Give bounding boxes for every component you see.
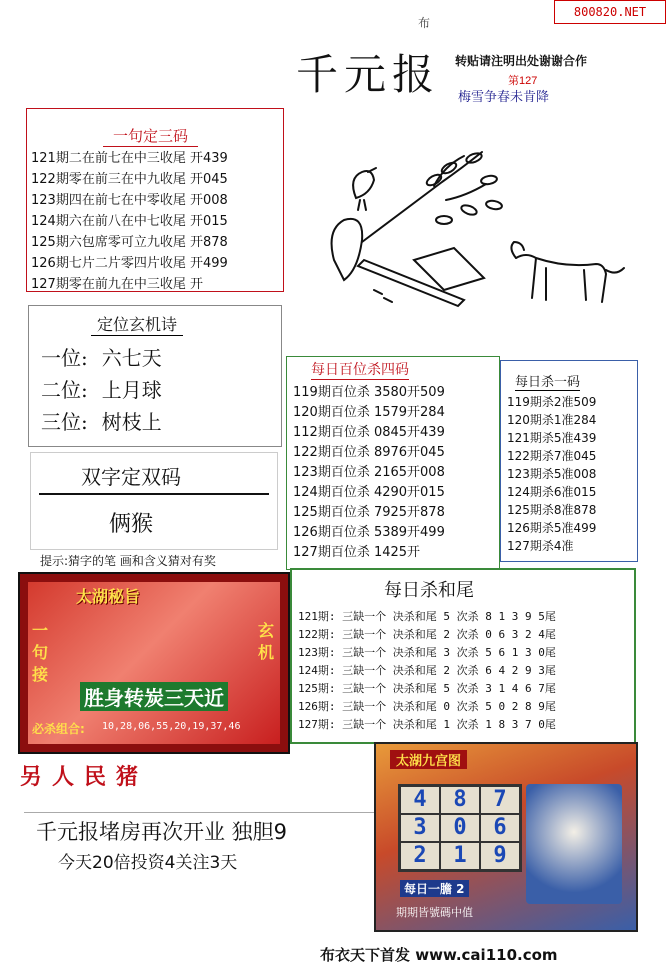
yiju-row: 127期零在前九在中三收尾 开 — [31, 277, 203, 292]
site-badge[interactable]: 800820.NET — [554, 0, 666, 24]
shuangzi-title: 双字定双码 — [81, 465, 181, 489]
xuanji-title: 定位玄机诗 — [91, 312, 183, 336]
yiju-row: 125期六包席零可立九收尾 开878 — [31, 235, 228, 250]
taihu-phrase: 胜身转炭三天近 — [80, 682, 228, 711]
headline: 千元报堵房再次开业 独胆9 — [36, 820, 288, 844]
baiwei-row: 123期百位杀 2165开008 — [293, 465, 445, 480]
baiwei-row: 120期百位杀 1579开284 — [293, 405, 445, 420]
grid-cell: 4 — [400, 786, 440, 814]
hewei-row: 122期: 三缺一个 决杀和尾 2 次杀 0 6 3 2 4尾 — [298, 628, 556, 641]
poem-text: 六七天 — [101, 346, 162, 370]
baiwei-panel — [286, 356, 500, 570]
yiju-row: 122期零在前三在中九收尾 开045 — [31, 172, 228, 187]
grid-cell: 2 — [400, 842, 440, 870]
poem-line — [41, 406, 162, 435]
baiwei-row: 127期百位杀 1425开 — [293, 545, 421, 560]
yiju-title: 一句定三码 — [103, 125, 198, 147]
baiwei-row: 112期百位杀 0845开439 — [293, 425, 445, 440]
grid-cell: 7 — [480, 786, 520, 814]
hewei-row: 126期: 三缺一个 决杀和尾 0 次杀 5 0 2 8 9尾 — [298, 700, 556, 713]
yiju-row: 124期六在前八在中七收尾 开015 — [31, 214, 228, 229]
hewei-row: 124期: 三缺一个 决杀和尾 2 次杀 6 4 2 9 3尾 — [298, 664, 556, 677]
masthead-subtitle: 梅雪争春未肯降 — [458, 90, 550, 105]
footer-site[interactable]: 布衣天下首发 www.cai110.com — [320, 946, 558, 964]
poem-text: 上月球 — [101, 378, 162, 402]
hewei-row: 125期: 三缺一个 决杀和尾 5 次杀 3 1 4 6 7尾 — [298, 682, 556, 695]
hewei-panel — [290, 568, 636, 744]
grid-cell: 3 — [400, 814, 440, 842]
portrait-image — [526, 784, 622, 904]
shayi-row: 123期杀5准008 — [507, 467, 597, 481]
combo-numbers: 10,28,06,55,20,19,37,46 — [102, 721, 241, 732]
issue-number: 第127 — [508, 75, 538, 87]
taihu-left-text: 一句接 — [32, 621, 49, 684]
puzzle-illustration — [284, 110, 636, 350]
subline: 今天20倍投资4关注3天 — [58, 853, 238, 873]
daily-pick: 每日一膽 2 — [400, 880, 469, 897]
hewei-title: 每日杀和尾 — [384, 580, 474, 601]
nine-grid-card — [374, 742, 638, 932]
poem-line — [41, 342, 162, 371]
hewei-row: 127期: 三缺一个 决杀和尾 1 次杀 1 8 3 7 0尾 — [298, 718, 556, 731]
grid-cell: 9 — [480, 842, 520, 870]
shayi-row: 122期杀7准045 — [507, 449, 597, 463]
combo-label: 必杀组合: — [32, 722, 85, 736]
shayi-row: 127期杀4准 — [507, 539, 574, 553]
shuangzi-panel — [30, 452, 278, 550]
taihu-panel — [18, 572, 290, 754]
shuangzi-answer: 俩猴 — [109, 512, 154, 537]
shayi-row: 124期杀6准015 — [507, 485, 597, 499]
red-banner: 另人民猪 — [20, 764, 149, 790]
xuanji-panel — [28, 305, 282, 447]
baiwei-row: 125期百位杀 7925开878 — [293, 505, 445, 520]
hewei-row: 123期: 三缺一个 决杀和尾 3 次杀 5 6 1 3 0尾 — [298, 646, 556, 659]
shayi-row: 119期杀2准509 — [507, 395, 597, 409]
shayi-row: 120期杀1准284 — [507, 413, 597, 427]
card-caption: 期期皆號碼中值 — [396, 906, 473, 919]
baiwei-row: 124期百位杀 4290开015 — [293, 485, 445, 500]
divider — [39, 493, 269, 495]
poem-position: 一位: — [41, 346, 88, 370]
masthead-title: 千元报 — [296, 50, 441, 99]
poem-text: 树枝上 — [101, 410, 162, 434]
poem-line — [41, 374, 162, 403]
yiju-row: 121期二在前七在中三收尾 开439 — [31, 151, 228, 166]
divider — [24, 812, 374, 813]
corner-char: 布 — [418, 16, 431, 30]
hint-text: 提示:猜字的笔 画和含义猜对有奖 — [40, 554, 216, 568]
hewei-row: 121期: 三缺一个 决杀和尾 5 次杀 8 1 3 9 5尾 — [298, 610, 556, 623]
baiwei-title: 每日百位杀四码 — [311, 359, 409, 380]
grid-cell: 8 — [440, 786, 480, 814]
nine-grid — [398, 784, 522, 872]
baiwei-row: 126期百位杀 5389开499 — [293, 525, 445, 540]
shayi-row: 126期杀5准499 — [507, 521, 597, 535]
yiju-panel — [26, 108, 284, 292]
grid-cell: 6 — [480, 814, 520, 842]
shayi-title: 每日杀一码 — [515, 371, 580, 391]
nine-grid-title: 太湖九宫图 — [390, 750, 467, 769]
shayi-panel — [500, 360, 638, 562]
masthead-note: 转贴请注明出处谢谢合作 — [455, 54, 588, 68]
grid-cell: 0 — [440, 814, 480, 842]
poem-position: 二位: — [41, 378, 88, 402]
grid-cell: 1 — [440, 842, 480, 870]
poem-position: 三位: — [41, 410, 88, 434]
shayi-row: 125期杀8准878 — [507, 503, 597, 517]
taihu-title: 太湖秘旨 — [76, 587, 141, 606]
baiwei-row: 119期百位杀 3580开509 — [293, 385, 445, 400]
yiju-row: 123期四在前七在中零收尾 开008 — [31, 193, 228, 208]
yiju-row: 126期七片二片零四片收尾 开499 — [31, 256, 228, 271]
taihu-right-text: 玄机 — [258, 621, 275, 662]
shayi-row: 121期杀5准439 — [507, 431, 597, 445]
baiwei-row: 122期百位杀 8976开045 — [293, 445, 445, 460]
